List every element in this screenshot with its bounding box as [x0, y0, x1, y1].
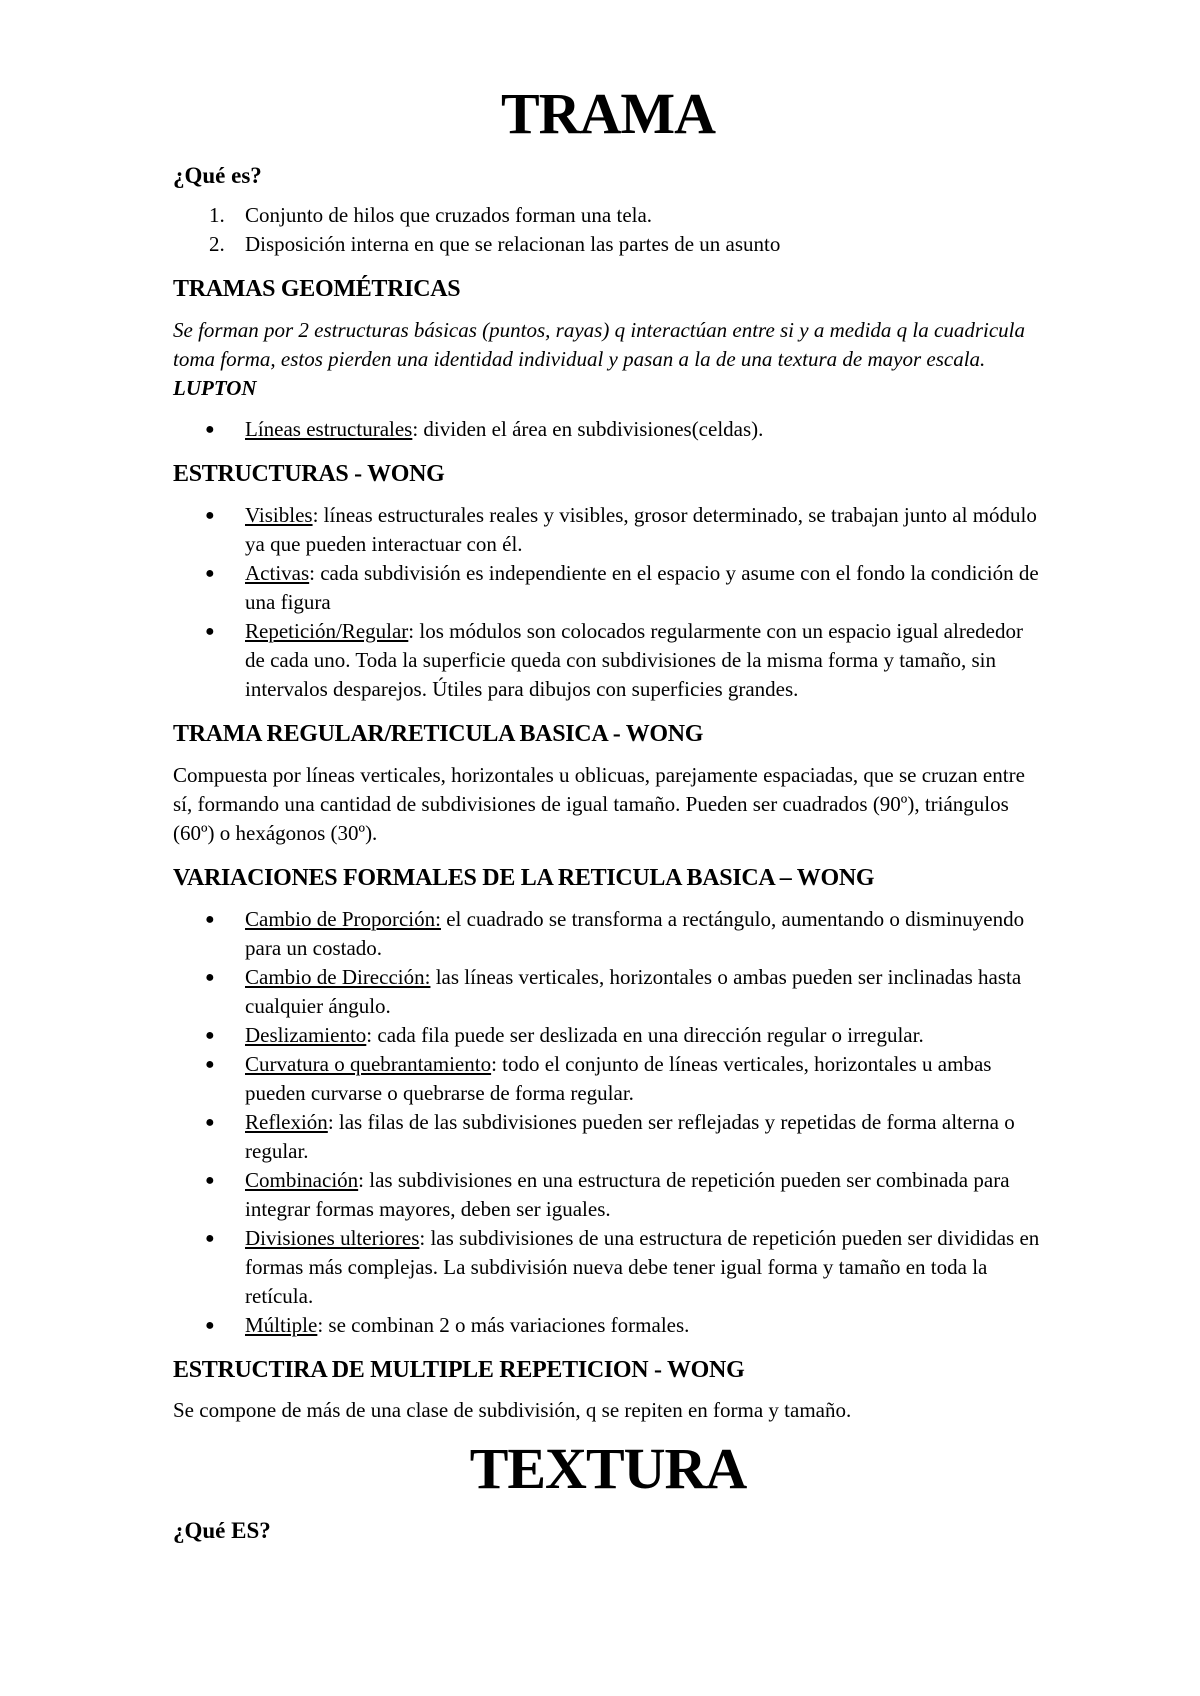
list-number: 2.: [209, 232, 225, 257]
list-item: [173, 501, 1043, 559]
bullet-icon: ●: [205, 421, 215, 439]
trama-regular-heading: TRAMA REGULAR/RETICULA BASICA - WONG: [173, 720, 704, 747]
bullet-text: : las subdivisiones de una estructura de repetición pueden ser divididas en formas más complejas. La subdivisión nueva debe tener igual forma y tamaño en toda la retícula.: [245, 1225, 1040, 1308]
list-item: [173, 1224, 1043, 1311]
bullet-icon: ●: [205, 506, 215, 524]
definition-text: Disposición interna en que se relacionan las partes de un asunto: [245, 232, 781, 257]
bullet-icon: ●: [205, 1113, 215, 1131]
bullet-term: Divisiones ulteriores: [245, 1225, 420, 1250]
bullet-icon: ●: [205, 1171, 215, 1189]
trama-regular-paragraph: Compuesta por líneas verticales, horizontales u oblicuas, parejamente espaciadas, que se cruzan entre sí, formando una cantidad de subdivisiones de igual tamaño. Pueden ser cuadrados (90º), triángulos (60º) o hexágonos (30º).: [173, 762, 1025, 845]
geometricas-bullets: [173, 415, 1043, 444]
list-item: [173, 415, 1043, 444]
title-textura: TEXTURA: [469, 1436, 747, 1502]
bullet-term: Combinación: [245, 1167, 359, 1192]
list-number: 1.: [209, 203, 225, 228]
definition-item: [173, 201, 1043, 230]
bullet-icon: ●: [205, 1229, 215, 1247]
author-lupton: LUPTON: [173, 376, 257, 401]
bullet-icon: ●: [205, 1026, 215, 1044]
list-item: [173, 617, 1043, 704]
bullet-term: Repetición/Regular: [245, 618, 409, 643]
list-item: [173, 559, 1043, 617]
bullet-term: Deslizamiento: [245, 1022, 367, 1047]
list-item: [173, 905, 1043, 963]
list-item: [173, 963, 1043, 1021]
bullet-text: : cada subdivisión es independiente en el espacio y asume con el fondo la condición de una figura: [245, 560, 1039, 614]
list-item: [173, 1311, 1043, 1340]
bullet-term: Activas: [245, 560, 310, 585]
definition-text: Conjunto de hilos que cruzados forman una tela.: [245, 203, 653, 228]
definition-item: [173, 230, 1043, 259]
bullet-text: : líneas estructurales reales y visibles, grosor determinado, se trabajan junto al módulo ya que pueden interactuar con él.: [245, 502, 1037, 556]
bullet-term: Cambio de Dirección:: [245, 964, 431, 989]
estructuras-heading: ESTRUCTURAS - WONG: [173, 461, 445, 488]
bullet-text: : se combinan 2 o más variaciones formales.: [317, 1312, 690, 1337]
variaciones-heading: VARIACIONES FORMALES DE LA RETICULA BASICA – WONG: [173, 864, 875, 891]
que-es-heading-2: ¿Qué ES?: [173, 1518, 271, 1544]
list-item: [173, 1050, 1043, 1108]
bullet-text: : cada fila puede ser deslizada en una dirección regular o irregular.: [366, 1022, 924, 1047]
bullet-term: Cambio de Proporción:: [245, 906, 441, 931]
bullet-term: Reflexión: [245, 1109, 328, 1134]
bullet-text: : las filas de las subdivisiones pueden ser reflejadas y repetidas de forma alterna o regular.: [245, 1109, 1015, 1163]
bullet-term: Líneas estructurales: [245, 417, 413, 442]
bullet-text: : los módulos son colocados regularmente con un espacio igual alrededor de cada uno. Toda la superficie queda con subdivisiones de la misma forma y tamaño, sin intervalos desparejos. Útiles para dibujos con superficies grandes.: [245, 618, 1023, 701]
bullet-icon: ●: [205, 1316, 215, 1334]
bullet-text: : dividen el área en subdivisiones(celdas).: [412, 417, 764, 442]
document-page: [173, 82, 1043, 1557]
bullet-icon: ●: [205, 968, 215, 986]
definitions-list: [173, 201, 1043, 259]
bullet-term: Curvatura o quebrantamiento: [245, 1051, 492, 1076]
bullet-text: el cuadrado se transforma a rectángulo, aumentando o disminuyendo para un costado.: [245, 906, 1025, 960]
geometricas-paragraph: [173, 316, 1043, 403]
geometricas-heading: TRAMAS GEOMÉTRICAS: [173, 276, 461, 303]
bullet-text: las líneas verticales, horizontales o ambas pueden ser inclinadas hasta cualquier ángulo.: [245, 964, 1022, 1018]
list-item: [173, 1166, 1043, 1224]
bullet-term: Visibles: [245, 502, 313, 527]
variaciones-bullets: [173, 905, 1043, 1340]
bullet-icon: ●: [205, 622, 215, 640]
bullet-icon: ●: [205, 1055, 215, 1073]
estructuras-bullets: [173, 501, 1043, 704]
bullet-icon: ●: [205, 910, 215, 928]
bullet-text: : todo el conjunto de líneas verticales, horizontales u ambas pueden curvarse o quebrarse de forma regular.: [245, 1051, 992, 1105]
bullet-icon: ●: [205, 564, 215, 582]
list-item: [173, 1021, 1043, 1050]
bullet-text: : las subdivisiones en una estructura de repetición pueden ser combinada para integrar formas mayores, deben ser iguales.: [245, 1167, 1010, 1221]
geometricas-text: Se forman por 2 estructuras básicas (puntos, rayas) q interactúan entre si y a medida q la cuadricula toma forma, estos pierden una identidad individual y pasan a la de una textura de mayor escala.: [173, 318, 1025, 372]
list-item: [173, 1108, 1043, 1166]
title-trama: TRAMA: [500, 81, 716, 146]
multiple-paragraph: Se compone de más de una clase de subdivisión, q se repiten en forma y tamaño.: [173, 1398, 852, 1423]
que-es-heading: ¿Qué es?: [173, 162, 262, 188]
bullet-term: Múltiple: [245, 1312, 318, 1337]
multiple-heading: ESTRUCTIRA DE MULTIPLE REPETICION - WONG: [173, 1356, 745, 1383]
